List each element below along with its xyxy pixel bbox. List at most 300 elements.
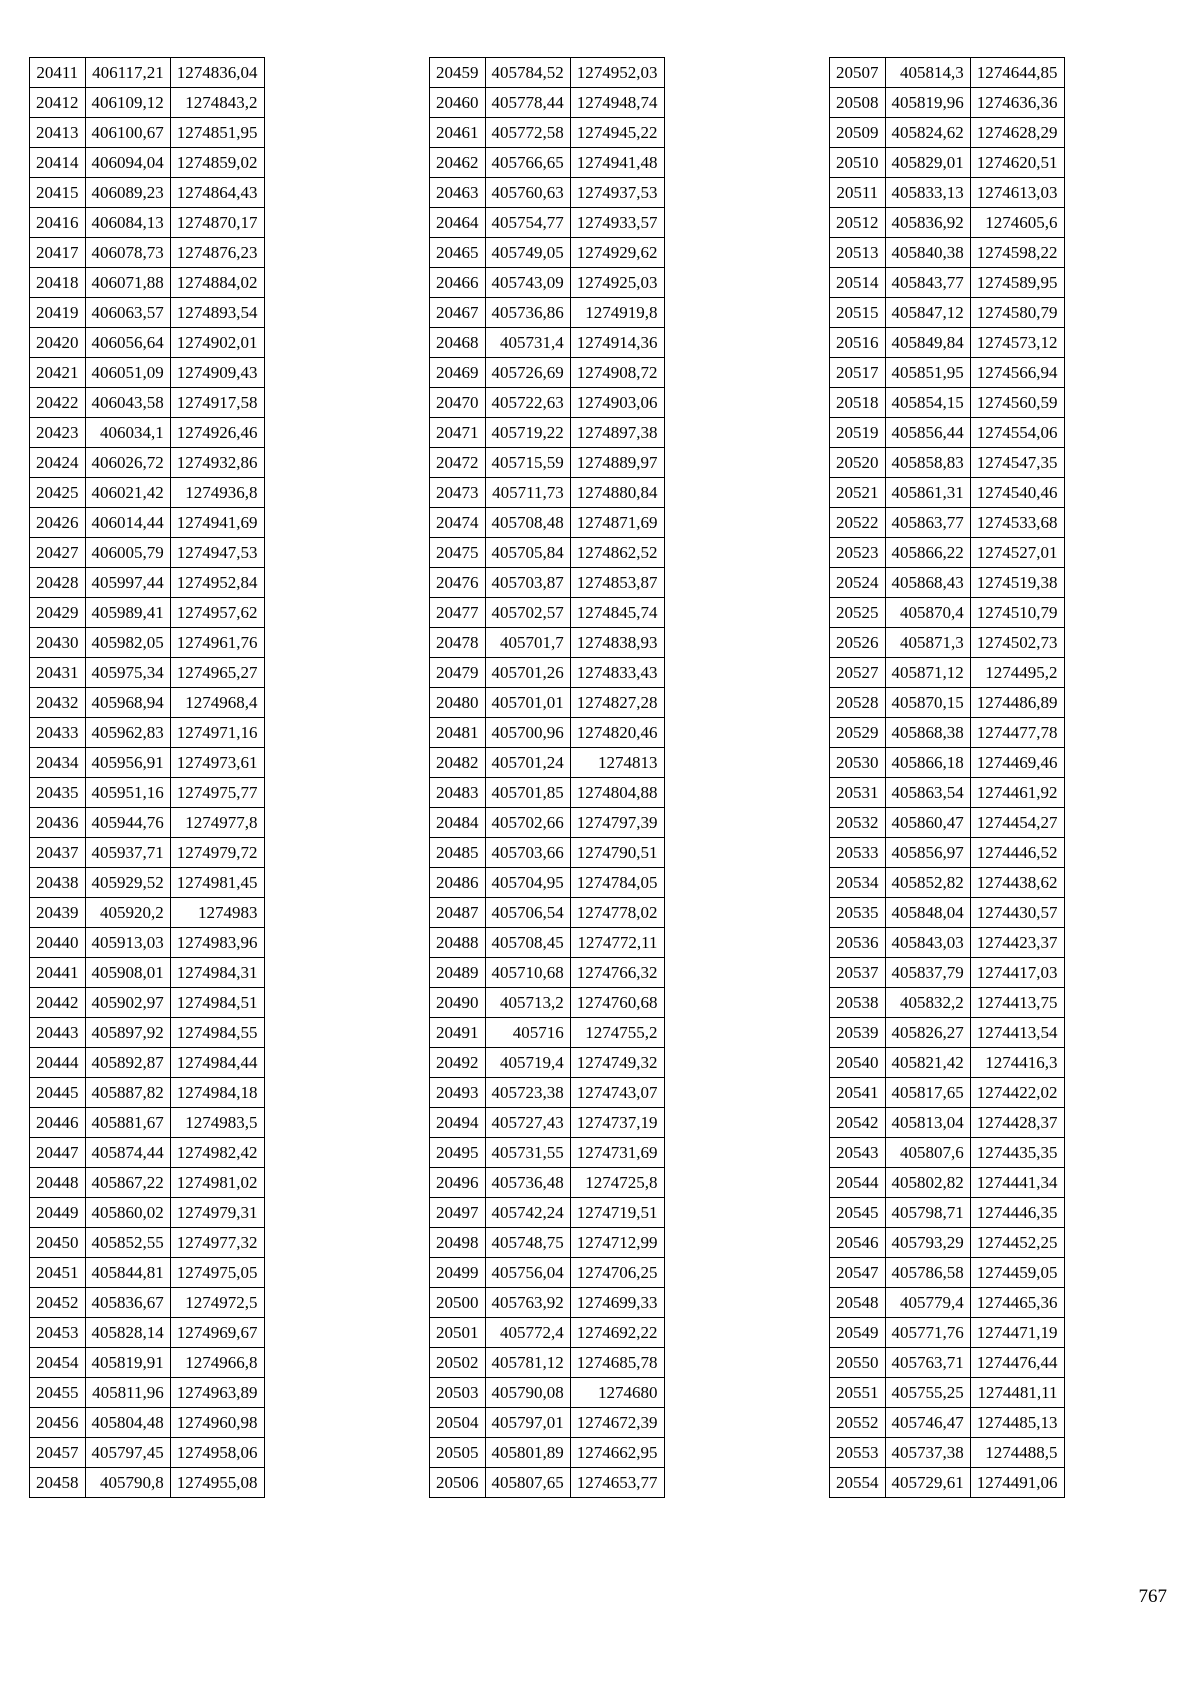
y-coordinate-cell: 1274977,32 (170, 1228, 264, 1258)
x-coordinate-cell: 405868,38 (885, 718, 970, 748)
x-coordinate-cell: 405897,92 (85, 1018, 170, 1048)
point-number-cell: 20526 (830, 628, 886, 658)
y-coordinate-cell: 1274884,02 (170, 268, 264, 298)
table-row (430, 778, 665, 808)
y-coordinate-cell: 1274961,76 (170, 628, 264, 658)
point-number-cell: 20480 (430, 688, 486, 718)
point-number-cell: 20435 (30, 778, 86, 808)
y-coordinate-cell: 1274778,02 (570, 898, 664, 928)
point-number-cell: 20449 (30, 1198, 86, 1228)
point-number-cell: 20479 (430, 658, 486, 688)
y-coordinate-cell: 1274749,32 (570, 1048, 664, 1078)
x-coordinate-cell: 405863,54 (885, 778, 970, 808)
table-row (430, 1018, 665, 1048)
point-number-cell: 20501 (430, 1318, 486, 1348)
table-row (30, 298, 265, 328)
x-coordinate-cell: 405874,44 (85, 1138, 170, 1168)
table-row (30, 778, 265, 808)
y-coordinate-cell: 1274932,86 (170, 448, 264, 478)
point-number-cell: 20411 (30, 58, 86, 88)
y-coordinate-cell: 1274476,44 (970, 1348, 1064, 1378)
table-row (830, 1168, 1065, 1198)
y-coordinate-cell: 1274784,05 (570, 868, 664, 898)
x-coordinate-cell: 405813,04 (885, 1108, 970, 1138)
table-row (430, 358, 665, 388)
y-coordinate-cell: 1274620,51 (970, 148, 1064, 178)
point-number-cell: 20421 (30, 358, 86, 388)
point-number-cell: 20489 (430, 958, 486, 988)
y-coordinate-cell: 1274971,16 (170, 718, 264, 748)
coordinates-table-2 (429, 57, 665, 1498)
x-coordinate-cell: 405836,67 (85, 1288, 170, 1318)
y-coordinate-cell: 1274843,2 (170, 88, 264, 118)
table-row (430, 928, 665, 958)
point-number-cell: 20549 (830, 1318, 886, 1348)
x-coordinate-cell: 405723,38 (485, 1078, 570, 1108)
point-number-cell: 20534 (830, 868, 886, 898)
y-coordinate-cell: 1274760,68 (570, 988, 664, 1018)
y-coordinate-cell: 1274598,22 (970, 238, 1064, 268)
table-row (830, 1318, 1065, 1348)
x-coordinate-cell: 405870,15 (885, 688, 970, 718)
point-number-cell: 20514 (830, 268, 886, 298)
x-coordinate-cell: 405920,2 (85, 898, 170, 928)
x-coordinate-cell: 405849,84 (885, 328, 970, 358)
x-coordinate-cell: 405743,09 (485, 268, 570, 298)
y-coordinate-cell: 1274973,61 (170, 748, 264, 778)
y-coordinate-cell: 1274672,39 (570, 1408, 664, 1438)
y-coordinate-cell: 1274903,06 (570, 388, 664, 418)
point-number-cell: 20444 (30, 1048, 86, 1078)
point-number-cell: 20490 (430, 988, 486, 1018)
table-row (430, 388, 665, 418)
point-number-cell: 20547 (830, 1258, 886, 1288)
table-row (430, 238, 665, 268)
x-coordinate-cell: 406089,23 (85, 178, 170, 208)
x-coordinate-cell: 405829,01 (885, 148, 970, 178)
point-number-cell: 20491 (430, 1018, 486, 1048)
x-coordinate-cell: 405937,71 (85, 838, 170, 868)
y-coordinate-cell: 1274428,37 (970, 1108, 1064, 1138)
point-number-cell: 20467 (430, 298, 486, 328)
x-coordinate-cell: 406109,12 (85, 88, 170, 118)
x-coordinate-cell: 405847,12 (885, 298, 970, 328)
y-coordinate-cell: 1274547,35 (970, 448, 1064, 478)
point-number-cell: 20432 (30, 688, 86, 718)
x-coordinate-cell: 405807,6 (885, 1138, 970, 1168)
table-row (430, 538, 665, 568)
point-number-cell: 20474 (430, 508, 486, 538)
table-row (830, 388, 1065, 418)
point-number-cell: 20430 (30, 628, 86, 658)
point-number-cell: 20458 (30, 1468, 86, 1498)
point-number-cell: 20464 (430, 208, 486, 238)
table-row (830, 88, 1065, 118)
point-number-cell: 20428 (30, 568, 86, 598)
x-coordinate-cell: 405868,43 (885, 568, 970, 598)
table-row (430, 1108, 665, 1138)
table-row (30, 1198, 265, 1228)
y-coordinate-cell: 1274416,3 (970, 1048, 1064, 1078)
point-number-cell: 20417 (30, 238, 86, 268)
y-coordinate-cell: 1274862,52 (570, 538, 664, 568)
table-row (30, 1078, 265, 1108)
table-row (30, 448, 265, 478)
y-coordinate-cell: 1274947,53 (170, 538, 264, 568)
point-number-cell: 20439 (30, 898, 86, 928)
y-coordinate-cell: 1274838,93 (570, 628, 664, 658)
table-row (430, 268, 665, 298)
table-row (830, 1138, 1065, 1168)
x-coordinate-cell: 405860,02 (85, 1198, 170, 1228)
point-number-cell: 20542 (830, 1108, 886, 1138)
x-coordinate-cell: 405867,22 (85, 1168, 170, 1198)
point-number-cell: 20510 (830, 148, 886, 178)
x-coordinate-cell: 405852,55 (85, 1228, 170, 1258)
table-row (30, 598, 265, 628)
y-coordinate-cell: 1274870,17 (170, 208, 264, 238)
point-number-cell: 20455 (30, 1378, 86, 1408)
table-row (430, 208, 665, 238)
y-coordinate-cell: 1274486,89 (970, 688, 1064, 718)
x-coordinate-cell: 405713,2 (485, 988, 570, 1018)
y-coordinate-cell: 1274982,42 (170, 1138, 264, 1168)
y-coordinate-cell: 1274706,25 (570, 1258, 664, 1288)
table-row (30, 658, 265, 688)
x-coordinate-cell: 405858,83 (885, 448, 970, 478)
table-row (830, 148, 1065, 178)
y-coordinate-cell: 1274845,74 (570, 598, 664, 628)
y-coordinate-cell: 1274471,19 (970, 1318, 1064, 1348)
page-number: 767 (1138, 1586, 1167, 1607)
x-coordinate-cell: 405742,24 (485, 1198, 570, 1228)
x-coordinate-cell: 405832,2 (885, 988, 970, 1018)
x-coordinate-cell: 405821,42 (885, 1048, 970, 1078)
point-number-cell: 20425 (30, 478, 86, 508)
y-coordinate-cell: 1274737,19 (570, 1108, 664, 1138)
point-number-cell: 20552 (830, 1408, 886, 1438)
y-coordinate-cell: 1274441,34 (970, 1168, 1064, 1198)
point-number-cell: 20487 (430, 898, 486, 928)
table-row (430, 718, 665, 748)
point-number-cell: 20422 (30, 388, 86, 418)
y-coordinate-cell: 1274983 (170, 898, 264, 928)
y-coordinate-cell: 1274963,89 (170, 1378, 264, 1408)
table-row (30, 928, 265, 958)
table-row (430, 658, 665, 688)
y-coordinate-cell: 1274880,84 (570, 478, 664, 508)
point-number-cell: 20521 (830, 478, 886, 508)
y-coordinate-cell: 1274413,75 (970, 988, 1064, 1018)
x-coordinate-cell: 405881,67 (85, 1108, 170, 1138)
x-coordinate-cell: 405848,04 (885, 898, 970, 928)
x-coordinate-cell: 405708,45 (485, 928, 570, 958)
table-row (430, 688, 665, 718)
x-coordinate-cell: 405704,95 (485, 868, 570, 898)
x-coordinate-cell: 405719,4 (485, 1048, 570, 1078)
table-row (830, 778, 1065, 808)
table-row (30, 328, 265, 358)
table-row (830, 628, 1065, 658)
point-number-cell: 20535 (830, 898, 886, 928)
x-coordinate-cell: 405716 (485, 1018, 570, 1048)
x-coordinate-cell: 405861,31 (885, 478, 970, 508)
y-coordinate-cell: 1274968,4 (170, 688, 264, 718)
table-row (830, 268, 1065, 298)
point-number-cell: 20466 (430, 268, 486, 298)
y-coordinate-cell: 1274477,78 (970, 718, 1064, 748)
y-coordinate-cell: 1274983,5 (170, 1108, 264, 1138)
table-row (430, 418, 665, 448)
point-number-cell: 20453 (30, 1318, 86, 1348)
y-coordinate-cell: 1274955,08 (170, 1468, 264, 1498)
point-number-cell: 20418 (30, 268, 86, 298)
point-number-cell: 20538 (830, 988, 886, 1018)
table-row (830, 448, 1065, 478)
y-coordinate-cell: 1274952,03 (570, 58, 664, 88)
x-coordinate-cell: 405866,22 (885, 538, 970, 568)
x-coordinate-cell: 405701,7 (485, 628, 570, 658)
x-coordinate-cell: 405710,68 (485, 958, 570, 988)
table-row (430, 568, 665, 598)
y-coordinate-cell: 1274984,44 (170, 1048, 264, 1078)
point-number-cell: 20448 (30, 1168, 86, 1198)
point-number-cell: 20445 (30, 1078, 86, 1108)
point-number-cell: 20447 (30, 1138, 86, 1168)
point-number-cell: 20481 (430, 718, 486, 748)
x-coordinate-cell: 405908,01 (85, 958, 170, 988)
table-row (30, 178, 265, 208)
table-row (830, 538, 1065, 568)
table-row (430, 88, 665, 118)
point-number-cell: 20492 (430, 1048, 486, 1078)
y-coordinate-cell: 1274465,36 (970, 1288, 1064, 1318)
x-coordinate-cell: 405736,86 (485, 298, 570, 328)
table-row (430, 1438, 665, 1468)
table-row (430, 448, 665, 478)
table-row (830, 1408, 1065, 1438)
y-coordinate-cell: 1274566,94 (970, 358, 1064, 388)
point-number-cell: 20539 (830, 1018, 886, 1048)
table-row (430, 1378, 665, 1408)
table-row (430, 628, 665, 658)
x-coordinate-cell: 405843,77 (885, 268, 970, 298)
y-coordinate-cell: 1274983,96 (170, 928, 264, 958)
point-number-cell: 20456 (30, 1408, 86, 1438)
point-number-cell: 20442 (30, 988, 86, 1018)
table-row (830, 958, 1065, 988)
x-coordinate-cell: 405722,63 (485, 388, 570, 418)
point-number-cell: 20431 (30, 658, 86, 688)
table-row (430, 1138, 665, 1168)
x-coordinate-cell: 405772,4 (485, 1318, 570, 1348)
y-coordinate-cell: 1274981,45 (170, 868, 264, 898)
y-coordinate-cell: 1274725,8 (570, 1168, 664, 1198)
point-number-cell: 20454 (30, 1348, 86, 1378)
point-number-cell: 20470 (430, 388, 486, 418)
x-coordinate-cell: 405929,52 (85, 868, 170, 898)
point-number-cell: 20436 (30, 808, 86, 838)
point-number-cell: 20450 (30, 1228, 86, 1258)
x-coordinate-cell: 405706,54 (485, 898, 570, 928)
y-coordinate-cell: 1274692,22 (570, 1318, 664, 1348)
x-coordinate-cell: 405786,58 (885, 1258, 970, 1288)
point-number-cell: 20482 (430, 748, 486, 778)
point-number-cell: 20545 (830, 1198, 886, 1228)
y-coordinate-cell: 1274897,38 (570, 418, 664, 448)
x-coordinate-cell: 405802,82 (885, 1168, 970, 1198)
y-coordinate-cell: 1274573,12 (970, 328, 1064, 358)
table-row (430, 1288, 665, 1318)
x-coordinate-cell: 405771,76 (885, 1318, 970, 1348)
table-row (830, 1018, 1065, 1048)
x-coordinate-cell: 405784,52 (485, 58, 570, 88)
x-coordinate-cell: 405719,22 (485, 418, 570, 448)
point-number-cell: 20527 (830, 658, 886, 688)
x-coordinate-cell: 405902,97 (85, 988, 170, 1018)
x-coordinate-cell: 405766,65 (485, 148, 570, 178)
y-coordinate-cell: 1274941,48 (570, 148, 664, 178)
point-number-cell: 20483 (430, 778, 486, 808)
y-coordinate-cell: 1274975,77 (170, 778, 264, 808)
x-coordinate-cell: 405700,96 (485, 718, 570, 748)
x-coordinate-cell: 405804,48 (85, 1408, 170, 1438)
y-coordinate-cell: 1274908,72 (570, 358, 664, 388)
y-coordinate-cell: 1274984,55 (170, 1018, 264, 1048)
x-coordinate-cell: 405708,48 (485, 508, 570, 538)
point-number-cell: 20486 (430, 868, 486, 898)
table-row (830, 1078, 1065, 1108)
y-coordinate-cell: 1274853,87 (570, 568, 664, 598)
y-coordinate-cell: 1274919,8 (570, 298, 664, 328)
x-coordinate-cell: 405860,47 (885, 808, 970, 838)
table-row (30, 388, 265, 418)
table-row (30, 988, 265, 1018)
x-coordinate-cell: 405727,43 (485, 1108, 570, 1138)
y-coordinate-cell: 1274979,31 (170, 1198, 264, 1228)
point-number-cell: 20507 (830, 58, 886, 88)
point-number-cell: 20495 (430, 1138, 486, 1168)
table-row (30, 1048, 265, 1078)
y-coordinate-cell: 1274827,28 (570, 688, 664, 718)
table-row (30, 1228, 265, 1258)
y-coordinate-cell: 1274435,35 (970, 1138, 1064, 1168)
table-row (830, 1258, 1065, 1288)
table-row (30, 58, 265, 88)
table-row (30, 508, 265, 538)
point-number-cell: 20493 (430, 1078, 486, 1108)
point-number-cell: 20494 (430, 1108, 486, 1138)
y-coordinate-cell: 1274933,57 (570, 208, 664, 238)
x-coordinate-cell: 406063,57 (85, 298, 170, 328)
point-number-cell: 20424 (30, 448, 86, 478)
y-coordinate-cell: 1274975,05 (170, 1258, 264, 1288)
y-coordinate-cell: 1274859,02 (170, 148, 264, 178)
y-coordinate-cell: 1274605,6 (970, 208, 1064, 238)
table-row (830, 658, 1065, 688)
point-number-cell: 20550 (830, 1348, 886, 1378)
table-row (830, 598, 1065, 628)
point-number-cell: 20485 (430, 838, 486, 868)
x-coordinate-cell: 405798,71 (885, 1198, 970, 1228)
y-coordinate-cell: 1274804,88 (570, 778, 664, 808)
y-coordinate-cell: 1274889,97 (570, 448, 664, 478)
table-row (830, 298, 1065, 328)
table-row (430, 298, 665, 328)
x-coordinate-cell: 405870,4 (885, 598, 970, 628)
point-number-cell: 20525 (830, 598, 886, 628)
x-coordinate-cell: 405760,63 (485, 178, 570, 208)
point-number-cell: 20537 (830, 958, 886, 988)
x-coordinate-cell: 405828,14 (85, 1318, 170, 1348)
y-coordinate-cell: 1274454,27 (970, 808, 1064, 838)
y-coordinate-cell: 1274580,79 (970, 298, 1064, 328)
point-number-cell: 20420 (30, 328, 86, 358)
y-coordinate-cell: 1274519,38 (970, 568, 1064, 598)
x-coordinate-cell: 405819,91 (85, 1348, 170, 1378)
y-coordinate-cell: 1274984,51 (170, 988, 264, 1018)
table-row (30, 1318, 265, 1348)
point-number-cell: 20488 (430, 928, 486, 958)
table-row (830, 478, 1065, 508)
y-coordinate-cell: 1274495,2 (970, 658, 1064, 688)
table-row (830, 1048, 1065, 1078)
x-coordinate-cell: 405833,13 (885, 178, 970, 208)
x-coordinate-cell: 406014,44 (85, 508, 170, 538)
table-row (30, 688, 265, 718)
y-coordinate-cell: 1274712,99 (570, 1228, 664, 1258)
y-coordinate-cell: 1274797,39 (570, 808, 664, 838)
y-coordinate-cell: 1274731,69 (570, 1138, 664, 1168)
x-coordinate-cell: 405736,48 (485, 1168, 570, 1198)
x-coordinate-cell: 405756,04 (485, 1258, 570, 1288)
table-row (30, 1108, 265, 1138)
x-coordinate-cell: 405944,76 (85, 808, 170, 838)
y-coordinate-cell: 1274510,79 (970, 598, 1064, 628)
x-coordinate-cell: 405807,65 (485, 1468, 570, 1498)
table-row (830, 868, 1065, 898)
x-coordinate-cell: 405814,3 (885, 58, 970, 88)
table-row (430, 508, 665, 538)
table-row (30, 1138, 265, 1168)
x-coordinate-cell: 405844,81 (85, 1258, 170, 1288)
x-coordinate-cell: 406056,64 (85, 328, 170, 358)
coordinates-table-1 (29, 57, 265, 1498)
point-number-cell: 20415 (30, 178, 86, 208)
table-row (430, 838, 665, 868)
x-coordinate-cell: 405836,92 (885, 208, 970, 238)
x-coordinate-cell: 405989,41 (85, 598, 170, 628)
x-coordinate-cell: 406005,79 (85, 538, 170, 568)
table-row (830, 898, 1065, 928)
point-number-cell: 20476 (430, 568, 486, 598)
x-coordinate-cell: 405982,05 (85, 628, 170, 658)
point-number-cell: 20451 (30, 1258, 86, 1288)
y-coordinate-cell: 1274864,43 (170, 178, 264, 208)
y-coordinate-cell: 1274836,04 (170, 58, 264, 88)
y-coordinate-cell: 1274813 (570, 748, 664, 778)
y-coordinate-cell: 1274481,11 (970, 1378, 1064, 1408)
point-number-cell: 20460 (430, 88, 486, 118)
table-row (830, 418, 1065, 448)
y-coordinate-cell: 1274461,92 (970, 778, 1064, 808)
y-coordinate-cell: 1274422,02 (970, 1078, 1064, 1108)
point-number-cell: 20468 (430, 328, 486, 358)
point-number-cell: 20519 (830, 418, 886, 448)
point-number-cell: 20471 (430, 418, 486, 448)
y-coordinate-cell: 1274446,52 (970, 838, 1064, 868)
table-body (430, 58, 665, 1498)
